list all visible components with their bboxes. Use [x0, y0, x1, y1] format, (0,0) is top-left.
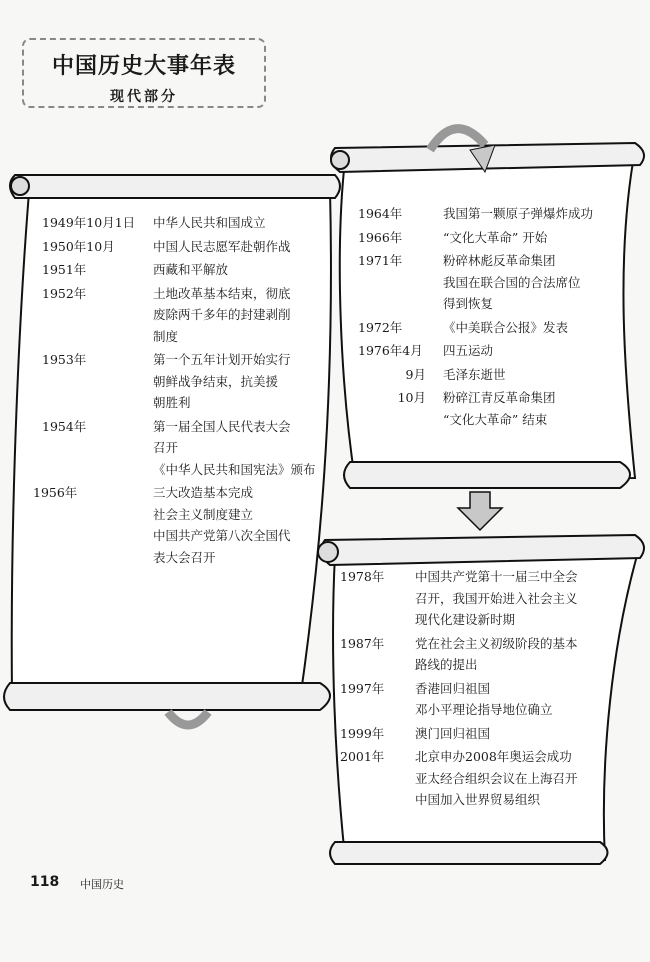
page-title: 中国历史大事年表: [51, 54, 236, 79]
entry-event-line: 我国在联合国的合法席位: [443, 274, 581, 290]
entry-event-line: 现代化建设新时期: [415, 612, 516, 627]
entry-date: 1978年: [340, 569, 385, 584]
entry-event-line: 中国共产党第八次全国代: [153, 528, 291, 543]
entry-event-line: 党在社会主义初级阶段的基本: [415, 635, 578, 651]
timeline-entry: [42, 259, 332, 281]
entry-date: 1951年: [42, 262, 87, 277]
entry-event-line: 朝鲜战争结束，抗美援: [153, 373, 279, 389]
entry-event-line: 中国加入世界贸易组织: [415, 792, 541, 807]
entry-event-line: 土地改革基本结束，彻底: [153, 285, 291, 301]
book-title: 中国历史: [80, 878, 124, 891]
entry-event-line: 香港回归祖国: [415, 680, 491, 696]
page-subtitle: 现代部分: [110, 89, 178, 105]
entry-date: 1971年: [358, 253, 403, 268]
entry-event-line: 第一个五年计划开始实行: [153, 352, 291, 367]
timeline-entry: [358, 387, 638, 430]
timeline-entry: [358, 203, 638, 225]
entry-event-line: 澳门回归祖国: [415, 725, 491, 741]
timeline-right-top: [358, 203, 638, 432]
entry-date: 1956年: [33, 485, 78, 500]
timeline-entry: [33, 482, 332, 568]
entry-date: 1972年: [358, 319, 403, 335]
entry-event-line: 三大改造基本完成: [153, 485, 254, 500]
entry-event-line: 粉碎林彪反革命集团: [443, 253, 556, 268]
entry-event-line: 第一届全国人民代表大会: [153, 418, 291, 434]
entry-event-line: 社会主义制度建立: [153, 506, 254, 522]
down-arrow: [458, 492, 502, 530]
timeline-entry: [42, 212, 332, 234]
timeline-entry: [42, 349, 332, 414]
timeline-entry: [358, 364, 638, 386]
entry-date: 1999年: [340, 725, 385, 741]
entry-event-line: 召开: [153, 440, 179, 455]
curved-arrow-bottom-left: [168, 712, 208, 725]
entry-event-line: 中国人民志愿军赴朝作战: [153, 238, 291, 254]
timeline-entry: [358, 317, 638, 339]
entry-date: 1953年: [42, 352, 87, 367]
entry-event-line: 中华人民共和国成立: [153, 215, 266, 230]
timeline-entry: [358, 227, 638, 249]
timeline-entry: [340, 746, 630, 811]
entry-date: 2001年: [340, 749, 385, 764]
entry-date: 1949年10月1日: [42, 215, 136, 230]
timeline-right-bottom: [340, 566, 630, 813]
timeline-entry: [340, 678, 630, 721]
timeline-entry: [358, 250, 638, 315]
entry-event-line: “文化大革命” 开始: [443, 229, 548, 245]
timeline-entry: [340, 633, 630, 676]
entry-date: 1950年10月: [42, 238, 115, 254]
entry-event-line: 毛泽东逝世: [443, 366, 506, 382]
entry-event-line: 得到恢复: [443, 296, 494, 311]
entry-event-line: “文化大革命” 结束: [443, 411, 548, 427]
entry-date: 9月: [405, 366, 426, 382]
timeline-entry: [42, 236, 332, 258]
entry-event-line: 《中华人民共和国宪法》颁布: [153, 461, 316, 477]
timeline-entry: [340, 723, 630, 745]
timeline-entry: [42, 283, 332, 348]
entry-event-line: 我国第一颗原子弹爆炸成功: [443, 206, 594, 221]
entry-event-line: 表大会召开: [153, 549, 216, 565]
entry-event-line: 西藏和平解放: [153, 262, 229, 277]
page-number: 118: [30, 874, 60, 890]
entry-date: 1966年: [358, 229, 403, 245]
entry-event-line: 《中美联合公报》发表: [443, 319, 569, 335]
entry-event-line: 亚太经合组织会议在上海召开: [415, 770, 578, 786]
timeline-entry: [340, 566, 630, 631]
timeline-left: [33, 212, 332, 570]
entry-event-line: 召开，我国开始进入社会主义: [415, 590, 578, 606]
entry-event-line: 废除两千多年的封建剥削: [153, 307, 291, 322]
entry-date: 1997年: [340, 680, 385, 696]
entry-event-line: 制度: [153, 328, 179, 344]
entry-event-line: 路线的提出: [415, 657, 478, 672]
entry-event-line: 粉碎江青反革命集团: [443, 390, 556, 405]
entry-date: 1952年: [42, 285, 87, 301]
entry-event-line: 邓小平理论指导地位确立: [415, 702, 553, 717]
entry-date: 1964年: [358, 206, 403, 221]
timeline-entry: [358, 340, 638, 362]
entry-date: 1954年: [42, 418, 87, 434]
entry-event-line: 中国共产党第十一届三中全会: [415, 569, 578, 584]
timeline-entry: [42, 416, 332, 481]
entry-event-line: 朝胜利: [153, 395, 191, 410]
title-box: [22, 38, 266, 108]
entry-date: 1987年: [340, 635, 385, 651]
entry-date: 1976年4月: [358, 343, 423, 358]
entry-date: 10月: [397, 390, 426, 405]
entry-event-line: 北京申办2008年奥运会成功: [415, 749, 572, 764]
entry-event-line: 四五运动: [443, 343, 494, 358]
